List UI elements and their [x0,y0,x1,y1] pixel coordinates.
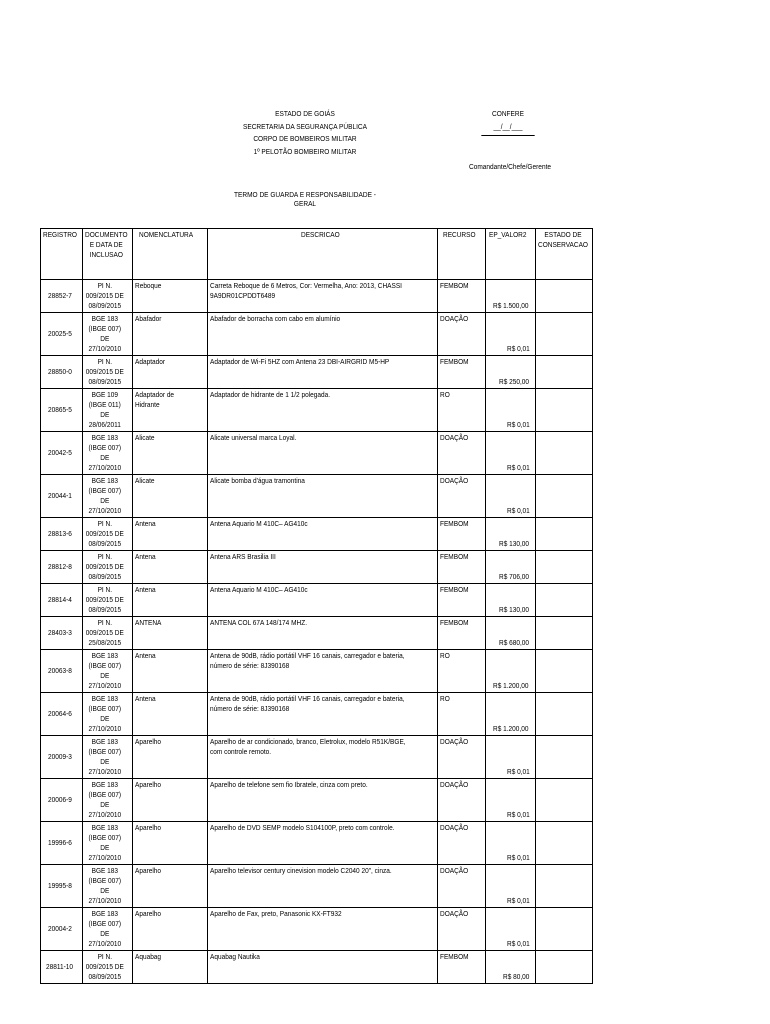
cell-nomenclatura: Aparelho [133,736,208,779]
table-row [41,280,593,313]
header-block [215,108,396,158]
table-body [41,280,593,984]
cell-estado [536,779,593,822]
table-row [41,650,593,693]
cell-registro: 28850-0 [41,356,83,389]
cell-valor: R$ 0,01 [486,779,536,822]
cell-valor: R$ 0,01 [486,313,536,356]
cell-estado [536,951,593,984]
cell-registro: 20025-5 [41,313,83,356]
cell-valor: R$ 0,01 [486,822,536,865]
cell-recurso: DOAÇÃO [438,313,486,356]
cell-nomenclatura: Aquabag [133,951,208,984]
col-header-descricao: DESCRICAO [208,229,438,280]
cell-documento: PI N. 009/2015 DE 08/09/2015 [83,951,133,984]
signature-line [481,135,534,136]
cell-descricao: Aparelho de DVD SEMP modelo S104100P, preto com controle. [208,822,438,865]
table-row [41,432,593,475]
cell-recurso: DOAÇÃO [438,908,486,951]
cell-registro: 20042-5 [41,432,83,475]
cell-valor: R$ 1.500,00 [486,280,536,313]
table-row [41,551,593,584]
cell-valor: R$ 0,01 [486,736,536,779]
cell-nomenclatura: Aparelho [133,865,208,908]
cell-estado [536,650,593,693]
cell-valor: R$ 0,01 [486,389,536,432]
col-header-estado: ESTADO DE CONSERVACAO [536,229,593,280]
cell-recurso: FEMBOM [438,518,486,551]
cell-estado [536,518,593,551]
cell-estado [536,736,593,779]
cell-nomenclatura: Aparelho [133,779,208,822]
col-header-recurso: RECURSO [438,229,486,280]
cell-estado [536,313,593,356]
table-row [41,779,593,822]
table-row [41,865,593,908]
table-row [41,908,593,951]
cell-registro: 28811-10 [41,951,83,984]
cell-descricao: Antena Aquario M 410C– AG410c [208,518,438,551]
cell-registro: 20044-1 [41,475,83,518]
cell-registro: 28403-3 [41,617,83,650]
cell-valor: R$ 80,00 [486,951,536,984]
cell-descricao: Alicate bomba d'água tramontina [208,475,438,518]
cell-nomenclatura: Abafador [133,313,208,356]
cell-documento: PI N. 009/2015 DE 08/09/2015 [83,356,133,389]
cell-nomenclatura: Alicate [133,432,208,475]
cell-registro: 20064-6 [41,693,83,736]
date-blank: __/__/___ [493,121,523,131]
signature-role: Comandante/Chefe/Gerente [468,162,552,171]
cell-valor: R$ 1.200,00 [486,650,536,693]
header-line-fire-corps: CORPO DE BOMBEIROS MILITAR [253,134,357,144]
cell-registro: 20865-5 [41,389,83,432]
cell-descricao: ANTENA COL 67A 148/174 MHZ. [208,617,438,650]
cell-documento: PI N. 009/2015 DE 08/09/2015 [83,518,133,551]
cell-nomenclatura: Aparelho [133,908,208,951]
cell-descricao: Aparelho de telefone sem fio Ibratele, cinza com preto. [208,779,438,822]
cell-documento: BGE 183 (IBGE 007) DE 27/10/2010 [83,313,133,356]
cell-registro: 20004-2 [41,908,83,951]
table-row [41,822,593,865]
cell-estado [536,584,593,617]
col-header-nomenclatura: NOMENCLATURA [133,229,208,280]
cell-registro: 28814-4 [41,584,83,617]
table-row [41,617,593,650]
cell-registro: 28813-6 [41,518,83,551]
cell-estado [536,617,593,650]
cell-documento: BGE 109 (IBGE 011) DE 28/06/2011 [83,389,133,432]
cell-descricao: Aparelho de Fax, preto, Panasonic KX-FT932 [208,908,438,951]
cell-valor: R$ 1.200,00 [486,693,536,736]
cell-registro: 28852-7 [41,280,83,313]
cell-valor: R$ 130,00 [486,584,536,617]
cell-recurso: DOAÇÃO [438,865,486,908]
cell-recurso: DOAÇÃO [438,432,486,475]
cell-descricao: Aparelho de ar condicionado, branco, Eletrolux, modelo R51K/BGE, com controle remoto. [208,736,438,779]
table-row [41,356,593,389]
cell-nomenclatura: Reboque [133,280,208,313]
inventory-table [40,228,593,984]
cell-estado [536,551,593,584]
cell-registro: 20063-8 [41,650,83,693]
table-row [41,584,593,617]
confere-label: CONFERE [492,109,524,118]
confere-block [465,108,551,136]
table-row [41,389,593,432]
cell-estado [536,280,593,313]
cell-recurso: DOAÇÃO [438,779,486,822]
cell-nomenclatura: Aparelho [133,822,208,865]
cell-nomenclatura: Adaptador [133,356,208,389]
cell-estado [536,475,593,518]
cell-recurso: DOAÇÃO [438,736,486,779]
cell-descricao: Antena Aquario M 410C– AG410c [208,584,438,617]
cell-valor: R$ 130,00 [486,518,536,551]
cell-registro: 20009-3 [41,736,83,779]
cell-descricao: Antena ARS Brasilia III [208,551,438,584]
cell-documento: PI N. 009/2015 DE 25/08/2015 [83,617,133,650]
cell-nomenclatura: Antena [133,551,208,584]
table-row [41,475,593,518]
cell-registro: 28812-8 [41,551,83,584]
cell-descricao: Antena de 90dB, rádio portátil VHF 16 canais, carregador e bateria, número de série: 8J390168 [208,693,438,736]
col-header-valor: EP_VALOR2 [486,229,536,280]
cell-recurso: RO [438,693,486,736]
header-line-state: ESTADO DE GOIÁS [275,109,335,118]
cell-descricao: Aparelho televisor century cinevision modelo C2040 20", cinza. [208,865,438,908]
cell-valor: R$ 250,00 [486,356,536,389]
cell-documento: BGE 183 (IBGE 007) DE 27/10/2010 [83,822,133,865]
cell-registro: 20006-9 [41,779,83,822]
cell-recurso: FEMBOM [438,951,486,984]
cell-documento: PI N. 009/2015 DE 08/09/2015 [83,584,133,617]
cell-estado [536,865,593,908]
cell-documento: BGE 183 (IBGE 007) DE 27/10/2010 [83,865,133,908]
cell-recurso: FEMBOM [438,584,486,617]
cell-recurso: DOAÇÃO [438,822,486,865]
cell-estado [536,908,593,951]
header-line-secretariat: SECRETARIA DA SEGURANÇA PÚBLICA [242,121,368,131]
cell-descricao: Abafador de borracha com cabo em alumínio [208,313,438,356]
cell-documento: PI N. 009/2015 DE 08/09/2015 [83,551,133,584]
cell-estado [536,389,593,432]
cell-registro: 19995-8 [41,865,83,908]
cell-nomenclatura: ANTENA [133,617,208,650]
table-row [41,736,593,779]
cell-recurso: FEMBOM [438,551,486,584]
cell-valor: R$ 0,01 [486,475,536,518]
table-row [41,951,593,984]
cell-descricao: Adaptador de hidrante de 1 1/2 polegada. [208,389,438,432]
cell-valor: R$ 0,01 [486,865,536,908]
cell-estado [536,356,593,389]
table-row [41,313,593,356]
cell-nomenclatura: Adaptador de Hidrante [133,389,208,432]
cell-estado [536,822,593,865]
cell-nomenclatura: Antena [133,584,208,617]
cell-descricao: Adaptador de Wi-Fi 5HZ com Antena 23 DBI-AIRGRID M5-HP [208,356,438,389]
cell-nomenclatura: Antena [133,518,208,551]
cell-documento: BGE 183 (IBGE 007) DE 27/10/2010 [83,475,133,518]
header-line-platoon: 1º PELOTÃO BOMBEIRO MILITAR [253,146,357,156]
cell-descricao: Carreta Reboque de 6 Metros, Cor: Vermelha, Ano: 2013, CHASSI 9A9DR01CPDDT6489 [208,280,438,313]
cell-descricao: Antena de 90dB, rádio portátil VHF 16 canais, carregador e bateria, número de série: 8J390168 [208,650,438,693]
document-title: TERMO DE GUARDA E RESPONSABILIDADE - GERAL [234,190,376,208]
cell-recurso: FEMBOM [438,280,486,313]
cell-valor: R$ 0,01 [486,432,536,475]
cell-recurso: RO [438,389,486,432]
col-header-registro: REGISTRO [41,229,83,280]
cell-documento: BGE 183 (IBGE 007) DE 27/10/2010 [83,779,133,822]
table-row [41,518,593,551]
cell-nomenclatura: Alicate [133,475,208,518]
cell-recurso: RO [438,650,486,693]
cell-documento: BGE 183 (IBGE 007) DE 27/10/2010 [83,908,133,951]
cell-valor: R$ 706,00 [486,551,536,584]
col-header-documento: DOCUMENTO E DATA DE INCLUSAO [83,229,133,280]
cell-registro: 19996-6 [41,822,83,865]
cell-recurso: FEMBOM [438,617,486,650]
cell-documento: BGE 183 (IBGE 007) DE 27/10/2010 [83,650,133,693]
cell-estado [536,693,593,736]
cell-estado [536,432,593,475]
cell-documento: BGE 183 (IBGE 007) DE 27/10/2010 [83,736,133,779]
cell-valor: R$ 680,00 [486,617,536,650]
cell-descricao: Aquabag Nautika [208,951,438,984]
cell-recurso: FEMBOM [438,356,486,389]
cell-recurso: DOAÇÃO [438,475,486,518]
cell-descricao: Alicate universal marca Loyal. [208,432,438,475]
table-header-row [41,229,593,280]
cell-documento: BGE 183 (IBGE 007) DE 27/10/2010 [83,432,133,475]
cell-nomenclatura: Antena [133,650,208,693]
table-row [41,693,593,736]
cell-nomenclatura: Antena [133,693,208,736]
cell-valor: R$ 0,01 [486,908,536,951]
cell-documento: BGE 183 (IBGE 007) DE 27/10/2010 [83,693,133,736]
cell-documento: PI N. 009/2015 DE 08/09/2015 [83,280,133,313]
